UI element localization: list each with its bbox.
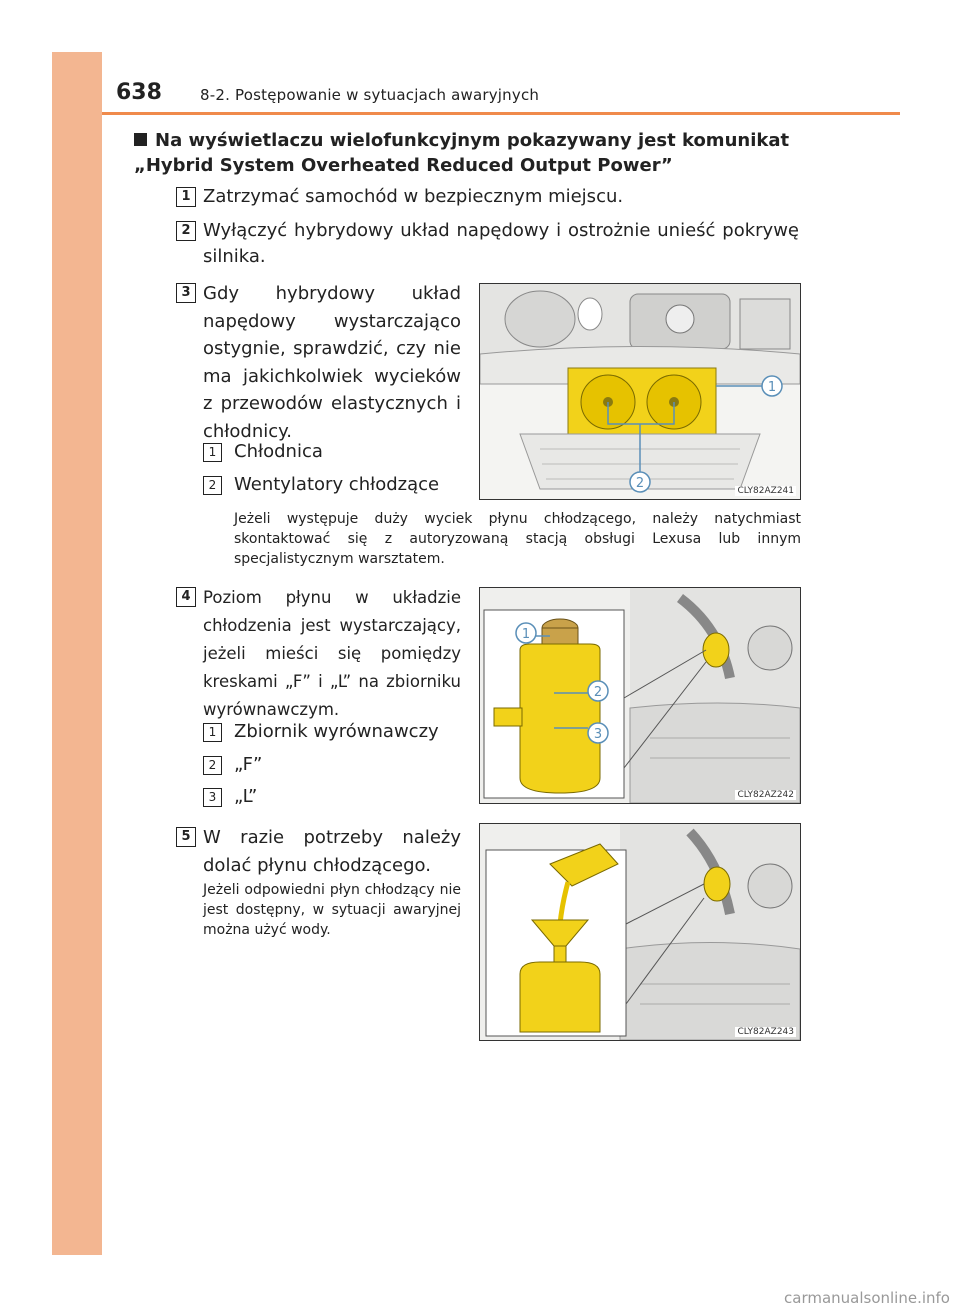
callout-label-l-mark: „L” <box>234 786 258 807</box>
step-number-1: 1 <box>176 187 196 207</box>
figure-code: CLY82AZ241 <box>737 486 794 496</box>
callout-number: 1 <box>203 723 222 742</box>
step-4-text: Poziom płynu w układzie chłodzenia jest wystarczający, jeżeli mieści się pomiędzy kreskami „F” i „L” na zbiorniku wyrównawczym. <box>203 588 461 719</box>
figure-adding-coolant <box>479 823 801 1041</box>
square-bullet-icon <box>134 133 147 146</box>
header-rule <box>102 112 900 115</box>
callout-number: 2 <box>203 756 222 775</box>
callout-label-cooling-fans: Wentylatory chłodzące <box>234 474 440 495</box>
svg-text:2: 2 <box>635 476 645 491</box>
svg-text:1: 1 <box>521 627 531 642</box>
figure-engine-bay-radiator <box>479 283 801 500</box>
step-number-4: 4 <box>176 587 196 607</box>
section-heading-text: Na wyświetlaczu wielofunkcyjnym pokazywany jest komunikat „Hybrid System Overheated Reduced Output Power” <box>134 130 790 176</box>
chapter-title: 8-2. Postępowanie w sytuacjach awaryjnych <box>200 86 540 104</box>
side-color-band <box>52 52 102 1255</box>
svg-text:1: 1 <box>767 380 777 395</box>
svg-text:3: 3 <box>593 727 603 742</box>
step-1-text: Zatrzymać samochód w bezpiecznym miejscu. <box>203 186 624 207</box>
callout-label-radiator: Chłodnica <box>234 441 323 462</box>
step-number-3: 3 <box>176 283 196 303</box>
step-3-note: Jeżeli występuje duży wyciek płynu chłodzącego, należy natychmiast skontaktować się z autoryzowaną stacją obsługi Lexusa lub innym specjalistycznym warsztatem. <box>234 511 801 567</box>
svg-text:2: 2 <box>593 685 603 700</box>
callout-number: 2 <box>203 476 222 495</box>
callout-number: 1 <box>203 443 222 462</box>
adding-coolant-illustration <box>480 824 800 1040</box>
figure-code: CLY82AZ242 <box>737 790 794 800</box>
step-5-note: Jeżeli odpowiedni płyn chłodzący nie jest dostępny, w sytuacji awaryjnej można użyć wody. <box>203 882 461 938</box>
callout-label-f-mark: „F” <box>234 754 263 775</box>
figure-coolant-reservoir <box>479 587 801 804</box>
section-heading <box>134 128 814 178</box>
figure-code: CLY82AZ243 <box>737 1027 794 1037</box>
step-2-text: Wyłączyć hybrydowy układ napędowy i ostrożnie unieść pokrywę silnika. <box>203 220 799 267</box>
watermark: carmanualsonline.info <box>784 1289 950 1307</box>
step-5-text: W razie potrzeby należy dolać płynu chłodzącego. <box>203 827 461 876</box>
page-number: 638 <box>116 80 162 105</box>
step-number-2: 2 <box>176 221 196 241</box>
engine-bay-illustration <box>480 284 800 499</box>
callout-label-reservoir: Zbiornik wyrównawczy <box>234 721 439 742</box>
reservoir-illustration <box>480 588 800 803</box>
step-3-text: Gdy hybrydowy układ napędowy wystarczająco ostygnie, sprawdzić, czy nie ma jakichkolwiek wycieków z przewodów elastycznych i chłodnicy. <box>203 283 461 442</box>
callout-number: 3 <box>203 788 222 807</box>
step-number-5: 5 <box>176 827 196 847</box>
